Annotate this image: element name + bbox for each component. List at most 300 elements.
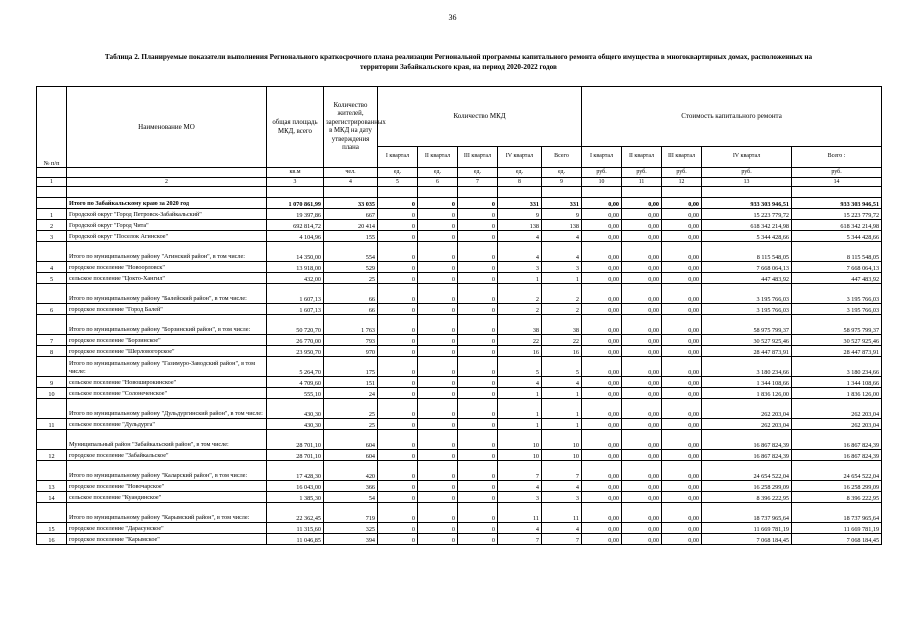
cell-cost-q1: 0,00 bbox=[582, 419, 622, 430]
cell-population: 24 bbox=[324, 388, 378, 399]
cell-population: 604 bbox=[324, 430, 378, 450]
table-row bbox=[37, 430, 882, 450]
cell-cost-q1: 0,00 bbox=[582, 304, 622, 315]
cell-cost-q4: 24 654 522,04 bbox=[702, 461, 792, 481]
cell-mkd-q3: 0 bbox=[458, 231, 498, 242]
cell-mkd-total: 7 bbox=[542, 461, 582, 481]
cell-cost-q4: 58 975 799,37 bbox=[702, 315, 792, 335]
cell-mkd-q4: 7 bbox=[498, 461, 542, 481]
cell-num: 15 bbox=[37, 523, 67, 534]
cell-mkd-q1: 0 bbox=[378, 399, 418, 419]
cell-mkd-q3: 0 bbox=[458, 419, 498, 430]
table-row bbox=[37, 346, 882, 357]
cell-num bbox=[37, 284, 67, 304]
cell-cost-q2: 0,00 bbox=[622, 481, 662, 492]
table-body bbox=[37, 187, 882, 545]
cell-num bbox=[37, 198, 67, 209]
cell-cost-q3: 0,00 bbox=[662, 315, 702, 335]
cell-mkd-total: 4 bbox=[542, 377, 582, 388]
cell-name: сельское поселение "Дульдурга" bbox=[67, 419, 267, 430]
header-cost-q2: II квартал bbox=[622, 146, 662, 167]
table-row bbox=[37, 315, 882, 335]
cell-cost-q1: 0,00 bbox=[582, 198, 622, 209]
cell-mkd-q1: 0 bbox=[378, 335, 418, 346]
cell-cost-q2: 0,00 bbox=[622, 534, 662, 545]
cell-area: 50 720,70 bbox=[267, 315, 324, 335]
cell-mkd-q4: 7 bbox=[498, 534, 542, 545]
cell-population: 25 bbox=[324, 419, 378, 430]
cell-num: 16 bbox=[37, 534, 67, 545]
cell-name: Городской округ "Город Петровск-Забайкальский" bbox=[67, 209, 267, 220]
cell-cost-q4: 3 180 234,66 bbox=[702, 357, 792, 377]
cell-cost-q3: 0,00 bbox=[662, 231, 702, 242]
cell-mkd-q2: 0 bbox=[418, 357, 458, 377]
cell-population: 25 bbox=[324, 399, 378, 419]
table-row bbox=[37, 284, 882, 304]
cell-area: 23 950,70 bbox=[267, 346, 324, 357]
unit-cell: ед. bbox=[498, 168, 542, 178]
cell-mkd-q4: 1 bbox=[498, 273, 542, 284]
cell-cost-q4: 28 447 873,91 bbox=[702, 346, 792, 357]
unit-cell: ед. bbox=[458, 168, 498, 178]
cell-population: 155 bbox=[324, 231, 378, 242]
cell-cost-q3: 0,00 bbox=[662, 273, 702, 284]
header-mkd-q2: II квартал bbox=[418, 146, 458, 167]
cell-area: 4 104,96 bbox=[267, 231, 324, 242]
cell-name: Итого по муниципальному району "Борзинский район", в том числе: bbox=[67, 315, 267, 335]
cell-name: городское поселение "Новоорловск" bbox=[67, 262, 267, 273]
cell-cost-q4: 18 737 965,64 bbox=[702, 503, 792, 523]
cell-mkd-q3: 0 bbox=[458, 315, 498, 335]
cell-num: 6 bbox=[37, 304, 67, 315]
cell-mkd-q1: 0 bbox=[378, 273, 418, 284]
cell-cost-q2: 0,00 bbox=[622, 503, 662, 523]
cell-mkd-q4: 5 bbox=[498, 357, 542, 377]
cell-name: Итого по муниципальному району "Газимуро-Заводский район", в том числе: bbox=[67, 357, 267, 377]
cell-mkd-total: 11 bbox=[542, 503, 582, 523]
table-row bbox=[37, 357, 882, 377]
cell-mkd-q2: 0 bbox=[418, 242, 458, 262]
cell-cost-q4: 16 867 824,39 bbox=[702, 430, 792, 450]
cell-mkd-total: 138 bbox=[542, 220, 582, 231]
cell-mkd-q2: 0 bbox=[418, 335, 458, 346]
cell-mkd-total: 3 bbox=[542, 492, 582, 503]
cell-cost-q4: 11 669 781,19 bbox=[702, 523, 792, 534]
cell-num: 13 bbox=[37, 481, 67, 492]
cell-cost-q1: 0,00 bbox=[582, 335, 622, 346]
cell-mkd-q1: 0 bbox=[378, 430, 418, 450]
cell-population: 667 bbox=[324, 209, 378, 220]
cell-mkd-q4: 3 bbox=[498, 262, 542, 273]
cell-mkd-q4: 22 bbox=[498, 335, 542, 346]
cell-population: 970 bbox=[324, 346, 378, 357]
cell-mkd-q2: 0 bbox=[418, 388, 458, 399]
cell-cost-total: 7 668 064,13 bbox=[792, 262, 882, 273]
cell-cost-q3: 0,00 bbox=[662, 377, 702, 388]
cell-area: 14 350,00 bbox=[267, 242, 324, 262]
cell-mkd-total: 10 bbox=[542, 430, 582, 450]
cell-cost-q1: 0,00 bbox=[582, 523, 622, 534]
table-row bbox=[37, 242, 882, 262]
cell-cost-q1: 0,00 bbox=[582, 209, 622, 220]
cell-mkd-q4: 1 bbox=[498, 388, 542, 399]
cell-mkd-q1: 0 bbox=[378, 534, 418, 545]
header-num bbox=[37, 87, 67, 168]
cell-cost-q4: 7 068 184,45 bbox=[702, 534, 792, 545]
unit-cell: ед. bbox=[418, 168, 458, 178]
cell-cost-total: 16 258 299,09 bbox=[792, 481, 882, 492]
cell-cost-q2: 0,00 bbox=[622, 284, 662, 304]
cell-mkd-q1: 0 bbox=[378, 357, 418, 377]
cell-name: Муниципальный район "Забайкальский район", в том числе: bbox=[67, 430, 267, 450]
cell-cost-total: 8 396 222,95 bbox=[792, 492, 882, 503]
table-row bbox=[37, 220, 882, 231]
table-row bbox=[37, 492, 882, 503]
cell-cost-q2: 0,00 bbox=[622, 523, 662, 534]
cell-cost-q1: 0,00 bbox=[582, 346, 622, 357]
index-cell: 12 bbox=[662, 178, 702, 187]
cell-mkd-q4: 10 bbox=[498, 450, 542, 461]
cell-num: 8 bbox=[37, 346, 67, 357]
table-row bbox=[37, 534, 882, 545]
cell-mkd-q2: 0 bbox=[418, 377, 458, 388]
cell-cost-q4: 3 195 766,03 bbox=[702, 304, 792, 315]
cell-name: сельское поселение "Новоширокинское" bbox=[67, 377, 267, 388]
cell-mkd-q1: 0 bbox=[378, 481, 418, 492]
index-cell: 7 bbox=[458, 178, 498, 187]
table-row bbox=[37, 231, 882, 242]
cell-cost-q2: 0,00 bbox=[622, 346, 662, 357]
cell-cost-total: 3 180 234,66 bbox=[792, 357, 882, 377]
cell-cost-total: 3 195 766,03 bbox=[792, 304, 882, 315]
unit-cell: кв.м bbox=[267, 168, 324, 178]
cell-population: 604 bbox=[324, 450, 378, 461]
cell-cost-q3: 0,00 bbox=[662, 492, 702, 503]
cell-mkd-q2: 0 bbox=[418, 262, 458, 273]
cell-mkd-q4: 10 bbox=[498, 430, 542, 450]
cell-area: 22 362,45 bbox=[267, 503, 324, 523]
cell-mkd-q3: 0 bbox=[458, 399, 498, 419]
cell-cost-total: 58 975 799,37 bbox=[792, 315, 882, 335]
cell-mkd-q2: 0 bbox=[418, 399, 458, 419]
cell-mkd-q3: 0 bbox=[458, 335, 498, 346]
header-mkd-q3: III квартал bbox=[458, 146, 498, 167]
index-cell: 5 bbox=[378, 178, 418, 187]
cell-num: 3 bbox=[37, 231, 67, 242]
cell-area: 26 770,00 bbox=[267, 335, 324, 346]
cell-mkd-q4: 4 bbox=[498, 523, 542, 534]
cell-cost-q4: 3 195 766,03 bbox=[702, 284, 792, 304]
cell-mkd-q1: 0 bbox=[378, 220, 418, 231]
cell-cost-q3: 0,00 bbox=[662, 357, 702, 377]
cell-mkd-q1: 0 bbox=[378, 461, 418, 481]
cell-mkd-q2: 0 bbox=[418, 346, 458, 357]
cell-name: Итого по муниципальному району "Каларский район", в том числе: bbox=[67, 461, 267, 481]
cell-population: 25 bbox=[324, 273, 378, 284]
cell-cost-q1: 0,00 bbox=[582, 231, 622, 242]
cell-cost-q2: 0,00 bbox=[622, 315, 662, 335]
table-row bbox=[37, 503, 882, 523]
title-line-1: Таблица 2. Планируемые показатели выполнения Регионального краткосрочного плана реализации Региональной программы капитального ремонта общего имущества в многоквартирных домах, расположенных на bbox=[104, 53, 813, 61]
cell-cost-q3: 0,00 bbox=[662, 481, 702, 492]
cell-area: 28 701,10 bbox=[267, 430, 324, 450]
cell-mkd-q1: 0 bbox=[378, 419, 418, 430]
cell-mkd-q2: 0 bbox=[418, 492, 458, 503]
header-cost-q4: IV квартал bbox=[702, 146, 792, 167]
cell-cost-q3: 0,00 bbox=[662, 346, 702, 357]
page-number: 36 bbox=[448, 13, 457, 22]
cell-cost-q3: 0,00 bbox=[662, 523, 702, 534]
cell-mkd-total: 4 bbox=[542, 523, 582, 534]
cell-cost-total: 262 203,04 bbox=[792, 399, 882, 419]
cell-num bbox=[37, 357, 67, 377]
cell-mkd-total: 10 bbox=[542, 450, 582, 461]
cell-population: 793 bbox=[324, 335, 378, 346]
index-cell: 9 bbox=[542, 178, 582, 187]
header-cost-group: Стоимость капитального ремонта bbox=[582, 87, 882, 147]
table-row bbox=[37, 377, 882, 388]
cell-population: 66 bbox=[324, 284, 378, 304]
title-line-2: территории Забайкальского края, на период 2020-2022 годов bbox=[360, 63, 557, 71]
cell-cost-q4: 262 203,04 bbox=[702, 419, 792, 430]
cell-cost-q4: 618 342 214,98 bbox=[702, 220, 792, 231]
cell-cost-total: 262 203,04 bbox=[792, 419, 882, 430]
cell-mkd-q4: 4 bbox=[498, 242, 542, 262]
cell-cost-q1: 0,00 bbox=[582, 242, 622, 262]
cell-mkd-q4: 1 bbox=[498, 419, 542, 430]
cell-cost-q4: 8 396 222,95 bbox=[702, 492, 792, 503]
cell-cost-q2: 0,00 bbox=[622, 492, 662, 503]
cell-name: Итого по муниципальному району "Агинский район", в том числе: bbox=[67, 242, 267, 262]
cell-num bbox=[37, 430, 67, 450]
cell-mkd-q4: 4 bbox=[498, 231, 542, 242]
cell-mkd-total: 2 bbox=[542, 304, 582, 315]
cell-num bbox=[37, 503, 67, 523]
cell-cost-q3: 0,00 bbox=[662, 284, 702, 304]
cell-cost-total: 447 483,92 bbox=[792, 273, 882, 284]
cell-cost-q4: 933 303 946,51 bbox=[702, 198, 792, 209]
cell-mkd-q4: 138 bbox=[498, 220, 542, 231]
cell-name: сельское поселение "Солонеченское" bbox=[67, 388, 267, 399]
cell-mkd-q3: 0 bbox=[458, 461, 498, 481]
cell-cost-q3: 0,00 bbox=[662, 388, 702, 399]
cell-mkd-q1: 0 bbox=[378, 450, 418, 461]
cell-mkd-q2: 0 bbox=[418, 534, 458, 545]
cell-mkd-q1: 0 bbox=[378, 492, 418, 503]
cell-mkd-q1: 0 bbox=[378, 315, 418, 335]
cell-mkd-q1: 0 bbox=[378, 304, 418, 315]
cell-mkd-total: 16 bbox=[542, 346, 582, 357]
cell-cost-q3: 0,00 bbox=[662, 335, 702, 346]
cell-cost-q4: 30 527 925,46 bbox=[702, 335, 792, 346]
unit-cell: руб. bbox=[662, 168, 702, 178]
cell-area: 430,30 bbox=[267, 399, 324, 419]
cell-cost-q2: 0,00 bbox=[622, 273, 662, 284]
cell-cost-q2: 0,00 bbox=[622, 419, 662, 430]
cell-mkd-q3: 0 bbox=[458, 503, 498, 523]
cell-cost-total: 7 068 184,45 bbox=[792, 534, 882, 545]
blank-row bbox=[37, 187, 882, 198]
cell-area: 17 428,30 bbox=[267, 461, 324, 481]
cell-cost-q2: 0,00 bbox=[622, 220, 662, 231]
cell-mkd-total: 2 bbox=[542, 284, 582, 304]
index-cell: 3 bbox=[267, 178, 324, 187]
cell-cost-q4: 15 223 779,72 bbox=[702, 209, 792, 220]
cell-area: 28 701,10 bbox=[267, 450, 324, 461]
cell-area: 13 918,00 bbox=[267, 262, 324, 273]
cell-population: 54 bbox=[324, 492, 378, 503]
cell-cost-q3: 0,00 bbox=[662, 419, 702, 430]
cell-cost-total: 15 223 779,72 bbox=[792, 209, 882, 220]
cell-name: городское поселение "Дарасунское" bbox=[67, 523, 267, 534]
cell-population: 33 035 bbox=[324, 198, 378, 209]
cell-mkd-q3: 0 bbox=[458, 304, 498, 315]
cell-cost-total: 24 654 522,04 bbox=[792, 461, 882, 481]
header-population: Количество жителей, зарегистрированных в МКД на дату утверждения плана bbox=[324, 87, 378, 168]
cell-area: 692 814,72 bbox=[267, 220, 324, 231]
cell-cost-q3: 0,00 bbox=[662, 198, 702, 209]
cell-name: сельское поселение "Куандинское" bbox=[67, 492, 267, 503]
cell-cost-q2: 0,00 bbox=[622, 388, 662, 399]
cell-cost-q2: 0,00 bbox=[622, 399, 662, 419]
cell-cost-q2: 0,00 bbox=[622, 231, 662, 242]
cell-name: городское поселение "Борзинское" bbox=[67, 335, 267, 346]
cell-cost-q1: 0,00 bbox=[582, 481, 622, 492]
cell-mkd-total: 4 bbox=[542, 481, 582, 492]
cell-cost-q2: 0,00 bbox=[622, 242, 662, 262]
cell-cost-total: 28 447 873,91 bbox=[792, 346, 882, 357]
cell-mkd-q1: 0 bbox=[378, 284, 418, 304]
cell-area: 1 607,13 bbox=[267, 304, 324, 315]
cell-mkd-q4: 331 bbox=[498, 198, 542, 209]
cell-mkd-q3: 0 bbox=[458, 450, 498, 461]
cell-num: 11 bbox=[37, 419, 67, 430]
cell-mkd-q2: 0 bbox=[418, 209, 458, 220]
table-row bbox=[37, 419, 882, 430]
index-cell: 8 bbox=[498, 178, 542, 187]
cell-mkd-q2: 0 bbox=[418, 220, 458, 231]
cell-mkd-q3: 0 bbox=[458, 357, 498, 377]
cell-cost-q1: 0,00 bbox=[582, 492, 622, 503]
cell-mkd-total: 1 bbox=[542, 388, 582, 399]
cell-num: 4 bbox=[37, 262, 67, 273]
index-row bbox=[37, 178, 882, 187]
cell-population: 325 bbox=[324, 523, 378, 534]
cell-population: 394 bbox=[324, 534, 378, 545]
cell-mkd-q4: 9 bbox=[498, 209, 542, 220]
index-cell: 4 bbox=[324, 178, 378, 187]
table-row bbox=[37, 399, 882, 419]
cell-cost-q1: 0,00 bbox=[582, 399, 622, 419]
cell-name: Городской округ "Поселок Агинское" bbox=[67, 231, 267, 242]
capital-repair-table bbox=[36, 86, 882, 545]
table-row bbox=[37, 209, 882, 220]
cell-mkd-q3: 0 bbox=[458, 242, 498, 262]
cell-mkd-total: 1 bbox=[542, 273, 582, 284]
cell-cost-q4: 7 668 064,13 bbox=[702, 262, 792, 273]
index-cell: 10 bbox=[582, 178, 622, 187]
cell-mkd-q1: 0 bbox=[378, 503, 418, 523]
cell-mkd-total: 22 bbox=[542, 335, 582, 346]
cell-name: Итого по муниципальному району "Дульдургинский район", в том числе: bbox=[67, 399, 267, 419]
cell-cost-q1: 0,00 bbox=[582, 377, 622, 388]
cell-cost-total: 16 867 824,39 bbox=[792, 430, 882, 450]
cell-cost-q2: 0,00 bbox=[622, 209, 662, 220]
cell-area: 1 070 861,99 bbox=[267, 198, 324, 209]
cell-mkd-q2: 0 bbox=[418, 315, 458, 335]
cell-population: 420 bbox=[324, 461, 378, 481]
cell-mkd-q3: 0 bbox=[458, 492, 498, 503]
cell-cost-q1: 0,00 bbox=[582, 273, 622, 284]
cell-cost-q2: 0,00 bbox=[622, 357, 662, 377]
cell-cost-q2: 0,00 bbox=[622, 377, 662, 388]
unit-cell bbox=[37, 168, 67, 178]
cell-cost-total: 18 737 965,64 bbox=[792, 503, 882, 523]
cell-cost-q4: 262 203,04 bbox=[702, 399, 792, 419]
cell-cost-total: 1 344 108,66 bbox=[792, 377, 882, 388]
cell-cost-q2: 0,00 bbox=[622, 198, 662, 209]
cell-cost-total: 933 303 946,51 bbox=[792, 198, 882, 209]
cell-num: 10 bbox=[37, 388, 67, 399]
cell-cost-q2: 0,00 bbox=[622, 335, 662, 346]
cell-mkd-total: 1 bbox=[542, 419, 582, 430]
cell-cost-q1: 0,00 bbox=[582, 262, 622, 273]
cell-mkd-q4: 4 bbox=[498, 377, 542, 388]
cell-mkd-q3: 0 bbox=[458, 198, 498, 209]
cell-name: городское поселение "Карымское" bbox=[67, 534, 267, 545]
cell-area: 5 264,70 bbox=[267, 357, 324, 377]
cell-cost-q4: 16 258 299,09 bbox=[702, 481, 792, 492]
cell-mkd-q2: 0 bbox=[418, 503, 458, 523]
cell-name: Итого по Забайкальскому краю за 2020 год bbox=[67, 198, 267, 209]
unit-cell: ед. bbox=[378, 168, 418, 178]
cell-num: 2 bbox=[37, 220, 67, 231]
cell-population: 529 bbox=[324, 262, 378, 273]
cell-mkd-total: 4 bbox=[542, 242, 582, 262]
cell-num: 7 bbox=[37, 335, 67, 346]
cell-population: 66 bbox=[324, 304, 378, 315]
cell-cost-q2: 0,00 bbox=[622, 430, 662, 450]
cell-area: 430,30 bbox=[267, 419, 324, 430]
cell-mkd-q3: 0 bbox=[458, 377, 498, 388]
header-cost-q3: III квартал bbox=[662, 146, 702, 167]
cell-mkd-q3: 0 bbox=[458, 209, 498, 220]
cell-mkd-q1: 0 bbox=[378, 377, 418, 388]
cell-cost-q1: 0,00 bbox=[582, 461, 622, 481]
cell-cost-total: 11 669 781,19 bbox=[792, 523, 882, 534]
cell-mkd-q1: 0 bbox=[378, 231, 418, 242]
cell-cost-q1: 0,00 bbox=[582, 534, 622, 545]
cell-cost-total: 8 115 548,05 bbox=[792, 242, 882, 262]
unit-cell: руб. bbox=[622, 168, 662, 178]
cell-mkd-q1: 0 bbox=[378, 388, 418, 399]
cell-population: 719 bbox=[324, 503, 378, 523]
cell-cost-total: 618 342 214,98 bbox=[792, 220, 882, 231]
cell-cost-total: 30 527 925,46 bbox=[792, 335, 882, 346]
cell-num: 14 bbox=[37, 492, 67, 503]
cell-mkd-q3: 0 bbox=[458, 346, 498, 357]
cell-area: 19 397,86 bbox=[267, 209, 324, 220]
cell-mkd-q1: 0 bbox=[378, 262, 418, 273]
cell-cost-q1: 0,00 bbox=[582, 357, 622, 377]
cell-cost-q3: 0,00 bbox=[662, 534, 702, 545]
cell-num bbox=[37, 399, 67, 419]
unit-cell: ед. bbox=[542, 168, 582, 178]
cell-cost-q1: 0,00 bbox=[582, 430, 622, 450]
table-row bbox=[37, 523, 882, 534]
cell-cost-q3: 0,00 bbox=[662, 430, 702, 450]
cell-area: 432,00 bbox=[267, 273, 324, 284]
